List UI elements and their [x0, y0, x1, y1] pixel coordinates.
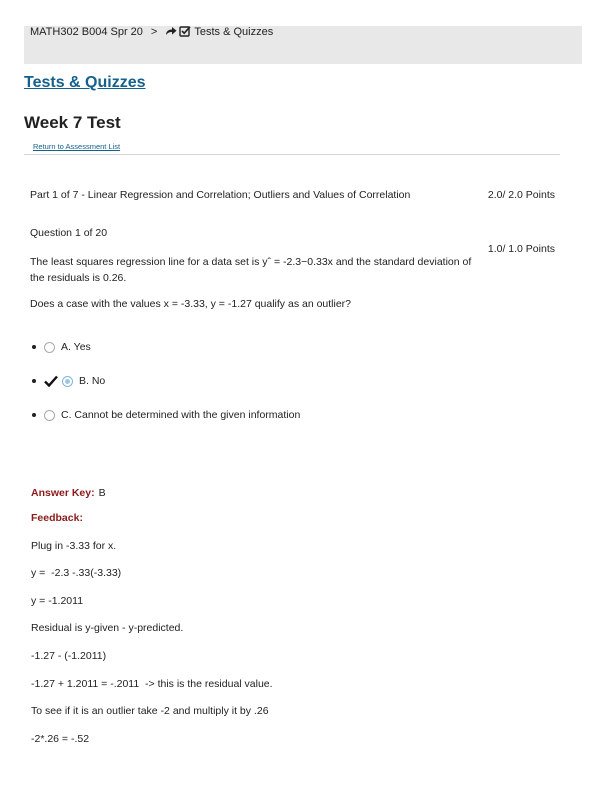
feedback-line: -1.27 - (-1.2011) [31, 650, 107, 662]
feedback-line: y = -2.3 -.33(-3.33) [31, 567, 122, 579]
tool-title-link[interactable]: Tests & Quizzes [24, 74, 146, 91]
feedback-line: y = -1.2011 [31, 595, 84, 607]
breadcrumb [24, 26, 582, 64]
feedback-line: Residual is y-given - y-predicted. [31, 622, 184, 634]
divider [24, 154, 560, 155]
feedback-label: Feedback: [31, 512, 83, 524]
share-arrow-icon [165, 26, 177, 39]
question-points: 1.0/ 1.0 Points [487, 243, 555, 255]
feedback-line: -1.27 + 1.2011 = -.2011 -> this is the residual value. [31, 678, 273, 690]
feedback-line: Plug in -3.33 for x. [31, 540, 117, 552]
option-c [32, 409, 300, 421]
question-prompt: Does a case with the values x = -3.33, y = -1.27 qualify as an outlier? [30, 298, 352, 310]
question-text: The least squares regression line for a data set is yˆ = -2.3−0.33x and the standard deviation of the residuals is 0.26. [30, 256, 472, 284]
option-b-radio[interactable] [62, 376, 73, 387]
answer-key [31, 487, 106, 499]
checkmark-icon [44, 375, 58, 387]
option-c-radio[interactable] [44, 410, 55, 421]
option-c-label: C. Cannot be determined with the given information [61, 409, 301, 421]
breadcrumb-separator: > [150, 26, 158, 38]
check-square-icon [179, 25, 191, 40]
list-bullet [32, 379, 36, 383]
answer-key-value: B [98, 487, 106, 499]
list-bullet [32, 345, 36, 349]
option-b [32, 375, 105, 387]
option-a-label: A. Yes [61, 341, 91, 353]
breadcrumb-current: Tests & Quizzes [194, 26, 274, 38]
feedback-line: To see if it is an outlier take -2 and multiply it by .26 [31, 705, 269, 717]
option-a [32, 341, 91, 353]
return-to-assessment-list-link[interactable]: Return to Assessment List [33, 142, 121, 151]
part-points: 2.0/ 2.0 Points [487, 189, 555, 201]
option-a-radio[interactable] [44, 342, 55, 353]
list-bullet [32, 413, 36, 417]
breadcrumb-course-link[interactable]: MATH302 B004 Spr 20 [30, 26, 143, 38]
page-title: Week 7 Test [24, 113, 121, 132]
option-b-label: B. No [79, 375, 106, 387]
question-number: Question 1 of 20 [30, 227, 108, 239]
answer-key-label: Answer Key: [31, 487, 95, 499]
part-title: Part 1 of 7 - Linear Regression and Correlation; Outliers and Values of Correlation [30, 189, 411, 201]
feedback-line: -2*.26 = -.52 [31, 733, 90, 745]
